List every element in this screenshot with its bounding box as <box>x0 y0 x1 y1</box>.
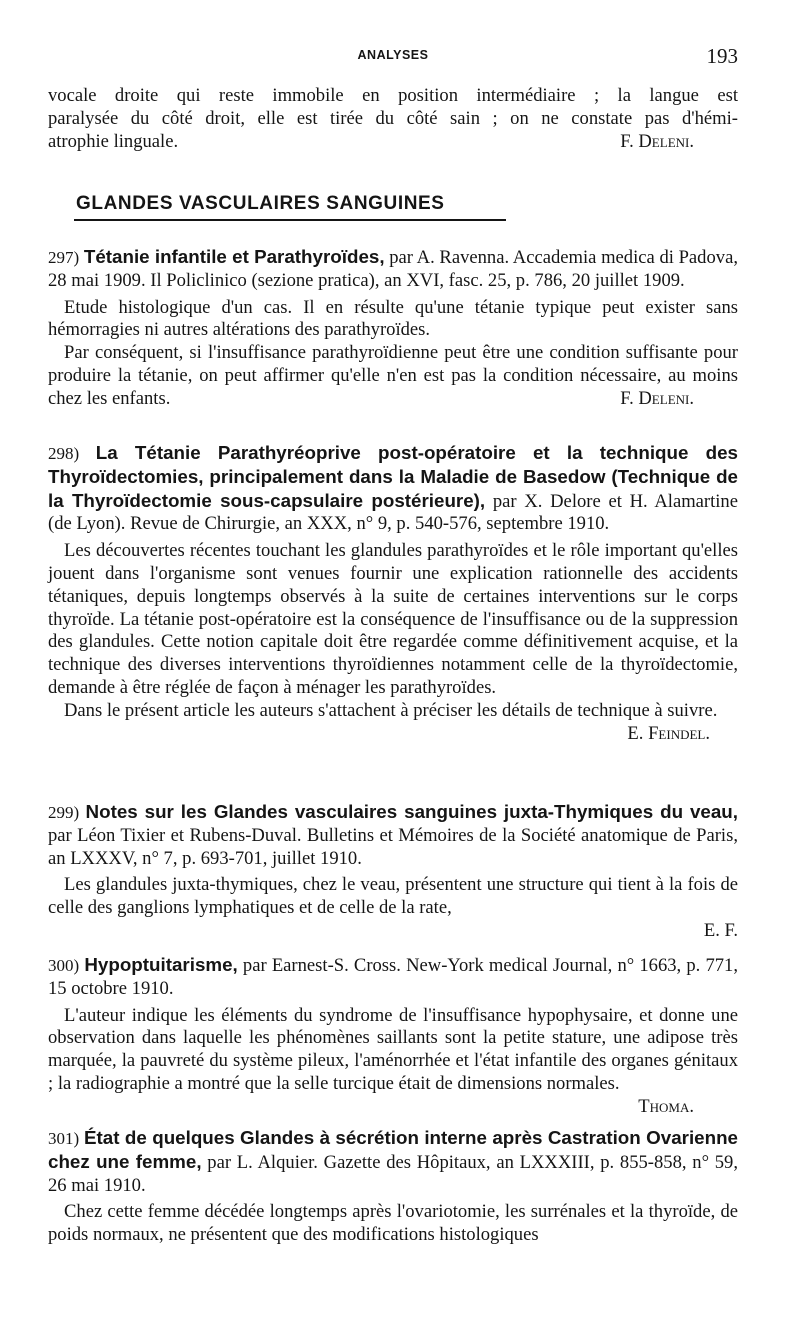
section-underline <box>74 219 506 221</box>
section-heading: GLANDES VASCULAIRES SANGUINES <box>76 193 445 214</box>
intro-line <box>48 131 738 154</box>
intro-paragraph <box>48 85 738 153</box>
intro-line: vocale droite qui reste immobile en position intermédiaire ; la langue est <box>48 85 738 106</box>
running-head <box>48 44 738 66</box>
article-301 <box>48 1127 738 1247</box>
article-number: 299) <box>48 803 80 822</box>
intro-line: paralysée du côté droit, elle est tirée du côté sain ; on ne constate pas d'hémi- <box>48 107 738 129</box>
article-number: 301) <box>48 1129 80 1148</box>
article-number: 300) <box>48 956 80 975</box>
article-300 <box>48 954 738 1119</box>
article-signature: Thoma. <box>638 1095 694 1117</box>
article-paragraph: Les glandules juxta-thymiques, chez le veau, présentent une structure qui tient à la fois de celle des ganglions lymphatiques et de celle de la rate, <box>48 874 738 919</box>
article-paragraph: Etude histologique d'un cas. Il en résulte qu'une tétanie typique peut exister sans hémorragies ni autres altérations des parathyroïdes. <box>48 296 738 341</box>
article-reference: par X. Delore et H. Alamartine (de Lyon). Revue de Chirurgie, an XXX, n° 9, p. 540-576, septembre 1910. <box>48 490 738 535</box>
article-299 <box>48 801 738 943</box>
article-reference: par A. Ravenna. Accademia medica di Padova, 28 mai 1909. Il Policlinico (sezione pratica), an XVI, fasc. 25, p. 786, 20 juillet 1909. <box>48 247 738 291</box>
article-paragraph <box>48 342 738 410</box>
article-paragraph <box>48 699 738 744</box>
intro-line-text: atrophie linguale. <box>48 130 179 152</box>
article-298 <box>48 442 738 745</box>
intro-signature: F. Deleni. <box>620 130 694 152</box>
article-paragraph: Chez cette femme décédée longtemps après l'ovariotomie, les surrénales et la thyroïde, de poids normaux, ne présentent que des modifications histologiques <box>48 1201 738 1246</box>
page-number: 193 <box>706 44 738 68</box>
article-signature: E. Feindel. <box>627 722 710 744</box>
article-paragraph <box>48 1004 738 1117</box>
article-number: 297) <box>48 248 80 267</box>
article-paragraph: Les découvertes récentes touchant les glandules parathyroïdes et le rôle important qu'elles jouent dans l'organisme sont venues fournir une explication rationnelle des accidents tétaniques, depuis longtemps observés à la suite de certaines interventions sur le corps thyroïde. La tétanie post-opératoire est la conséquence de l'insuffisance ou de la suppression des glandules. Cette notion capitale doit être regardée comme définitivement acquise, et la technique des diverses interventions thyroïdiennes notamment celle de la thyroïdectomie, demande à être réglée de façon à ménager les parathyroïdes. <box>48 540 738 698</box>
article-title: Notes sur les Glandes vasculaires sanguines juxta-Thymiques du veau, <box>85 801 738 822</box>
article-title: État de quelques Glandes à sécrétion interne après Castration Ovarienne chez une femme, <box>48 1127 738 1172</box>
article-reference: par Earnest-S. Cross. New-York medical Journal, n° 1663, p. 771, 15 octobre 1910. <box>48 955 739 999</box>
article-signature: E. F. <box>703 919 738 941</box>
article-paragraph-text: L'auteur indique les éléments du syndrome de l'insuffisance hypophysaire, et donne une observation dans laquelle les phénomènes saillants sont la petite stature, une adipose très marquée, la pauvreté du système pileux, l'aménorrhée et l'état infantile des organes génitaux ; la radiographie a montré que la selle turcique était de dimensions normales. <box>48 1004 738 1094</box>
running-head-title: ANALYSES <box>357 48 429 62</box>
article-title: Hypoptuitarisme, <box>84 954 238 975</box>
article-title: Tétanie infantile et Parathyroïdes, <box>83 246 385 267</box>
article-297 <box>48 246 738 411</box>
article-heading <box>48 442 738 536</box>
article-title: La Tétanie Parathyréoprive post-opératoire et la technique des Thyroïdectomies, principalement dans la Maladie de Basedow (Technique de la Thyroïdectomie sous-capsulaire postérieure), <box>48 442 738 511</box>
article-paragraph-text: Dans le présent article les auteurs s'attachent à préciser les détails de technique à suivre. <box>64 699 718 721</box>
article-number: 298) <box>48 444 80 463</box>
article-heading <box>48 801 738 870</box>
article-heading <box>48 954 738 1001</box>
article-reference: par L. Alquier. Gazette des Hôpitaux, an LXXXIII, p. 855-858, n° 59, 26 mai 1910. <box>48 1151 739 1196</box>
article-heading <box>48 246 738 293</box>
article-heading <box>48 1127 738 1197</box>
article-reference: par Léon Tixier et Rubens-Duval. Bulletins et Mémoires de la Société anatomique de Paris, an LXXXV, n° 7, p. 693-701, juillet 1910. <box>48 824 738 869</box>
article-signature: F. Deleni. <box>620 387 694 409</box>
article-paragraph-text: Par conséquent, si l'insuffisance parathyroïdienne peut être une condition suffisante pour produire la tétanie, on peut affirmer qu'elle n'en est pas la condition nécessaire, au moins chez les enfants. <box>48 342 738 409</box>
